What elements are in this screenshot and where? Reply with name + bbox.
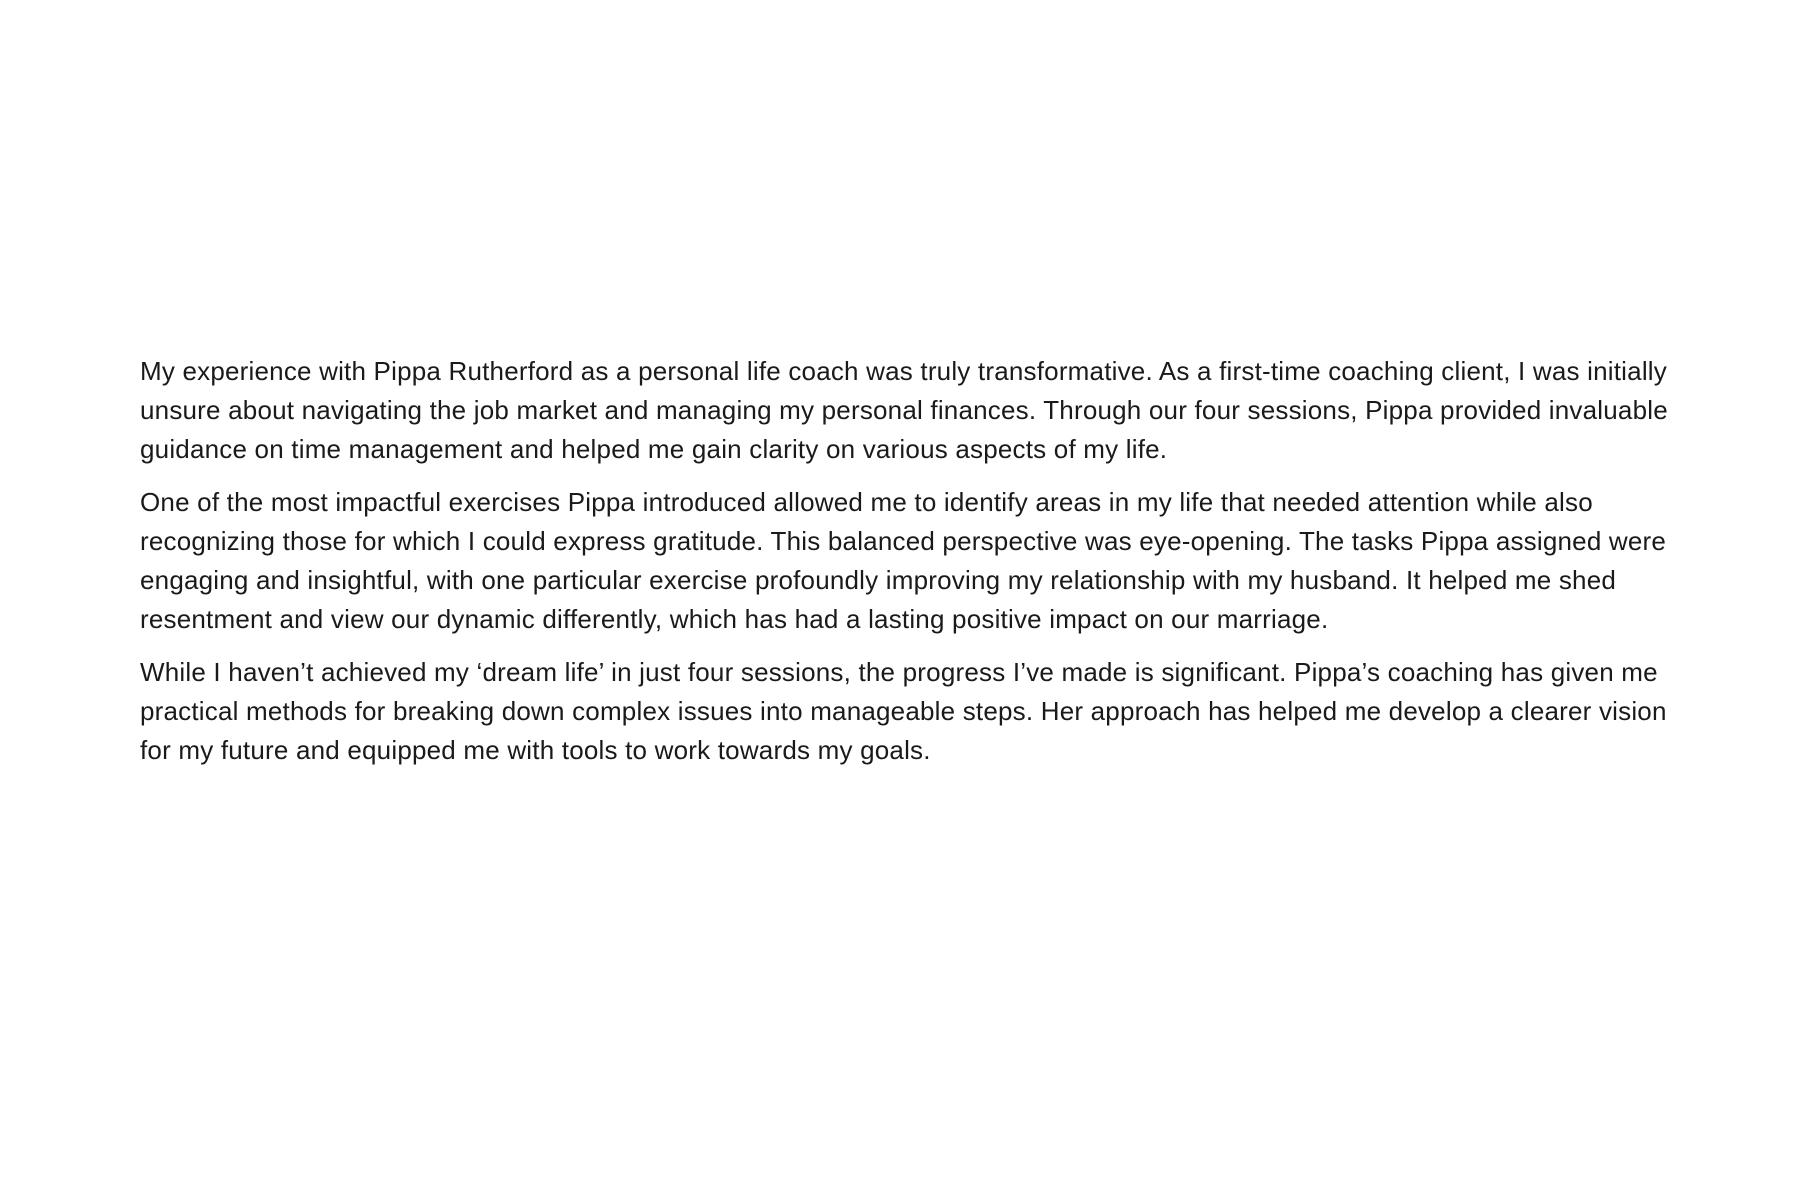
testimonial-paragraph-3: While I haven’t achieved my ‘dream life’ in just four sessions, the progress I’ve made is significant. Pippa’s coaching has given me practical methods for breaking down complex issues into manageable steps. Her approach has helped me develop a clearer vision for my future and equipped me with tools to work towards my goals. (140, 657, 1667, 765)
testimonial-paragraph-2: One of the most impactful exercises Pippa introduced allowed me to identify areas in my life that needed attention while also recognizing those for which I could express gratitude. This balanced perspective was eye-opening. The tasks Pippa assigned were engaging and insightful, with one particular exercise profoundly improving my relationship with my husband. It helped me shed resentment and view our dynamic differently, which has had a lasting positive impact on our marriage. (140, 487, 1667, 634)
testimonial-paragraph-1: My experience with Pippa Rutherford as a personal life coach was truly transformative. As a first-time coaching client, I was initially unsure about navigating the job market and managing my personal finances. Through our four sessions, Pippa provided invaluable guidance on time management and helped me gain clarity on various aspects of my life. (140, 356, 1668, 464)
testimonial-text (140, 352, 1680, 784)
